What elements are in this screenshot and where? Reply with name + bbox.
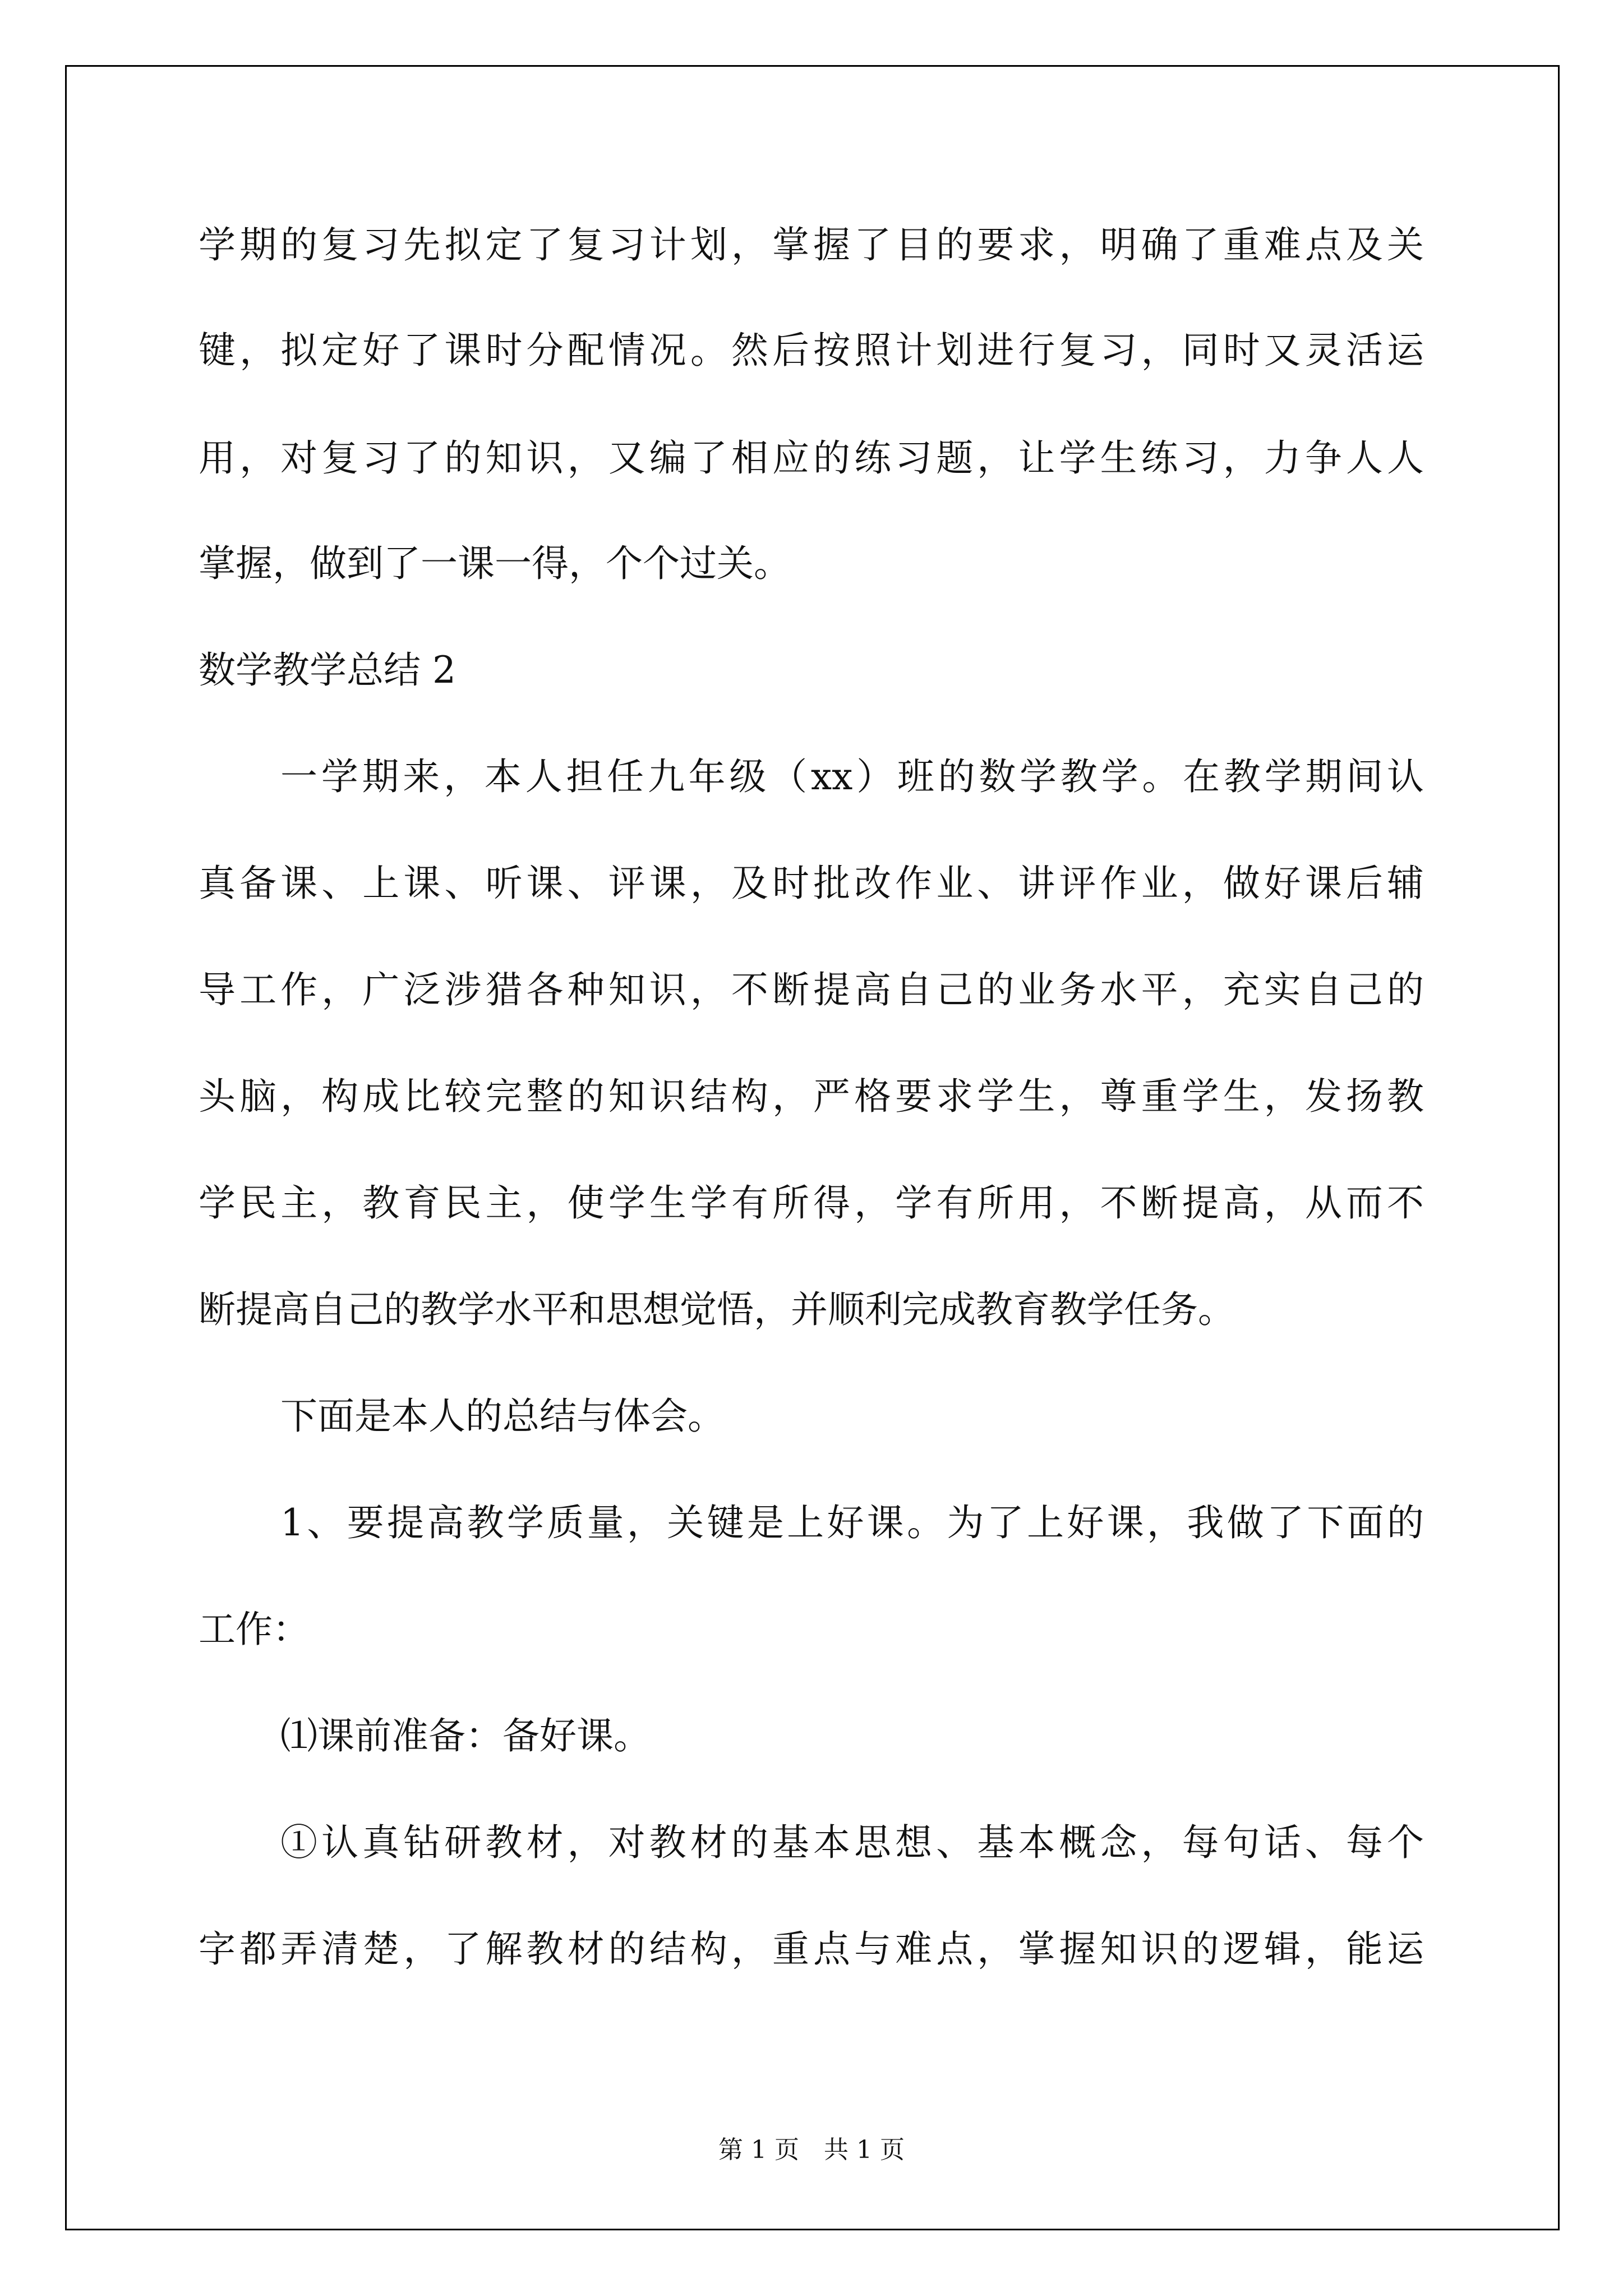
paragraph-line: 学期的复习先拟定了复习计划，掌握了目的要求，明确了重难点及关 [199, 223, 1424, 266]
paragraph-line: 键，拟定好了课时分配情况。然后按照计划进行复习，同时又灵活运 [199, 329, 1424, 372]
paragraph-line: 掌握，做到了一课一得，个个过关。 [199, 542, 791, 585]
paragraph-line: ⑴课前准备：备好课。 [280, 1714, 651, 1757]
paragraph-line: 学民主，教育民主，使学生学有所得，学有所用，不断提高，从而不 [199, 1181, 1424, 1225]
page-border [65, 65, 1560, 2230]
paragraph-line: 一学期来，本人担任九年级（xx）班的数学教学。在教学期间认 [280, 755, 1424, 798]
paragraph-line: 真备课、上课、听课、评课，及时批改作业、讲评作业，做好课后辅 [199, 862, 1424, 905]
paragraph-line: ①认真钻研教材，对教材的基本思想、基本概念，每句话、每个 [280, 1821, 1424, 1864]
paragraph-line: 导工作，广泛涉猎各种知识，不断提高自己的业务水平，充实自己的 [199, 968, 1424, 1011]
paragraph-line: 头脑，构成比较完整的知识结构，严格要求学生，尊重学生，发扬教 [199, 1075, 1424, 1118]
paragraph-line: 用，对复习了的知识，又编了相应的练习题，让学生练习，力争人人 [199, 436, 1424, 480]
paragraph-line: 断提高自己的教学水平和思想觉悟，并顺利完成教育教学任务。 [199, 1288, 1235, 1331]
paragraph-line: 1、要提高教学质量，关键是上好课。为了上好课，我做了下面的 [280, 1501, 1424, 1544]
paragraph-line: 工作： [199, 1608, 310, 1651]
section-heading: 数学教学总结 2 [199, 648, 456, 692]
paragraph-line: 下面是本人的总结与体会。 [280, 1395, 725, 1438]
paragraph-line: 字都弄清楚，了解教材的结构，重点与难点，掌握知识的逻辑，能运 [199, 1927, 1424, 1971]
page-number-footer: 第 1 页 共 1 页 [718, 2136, 905, 2164]
